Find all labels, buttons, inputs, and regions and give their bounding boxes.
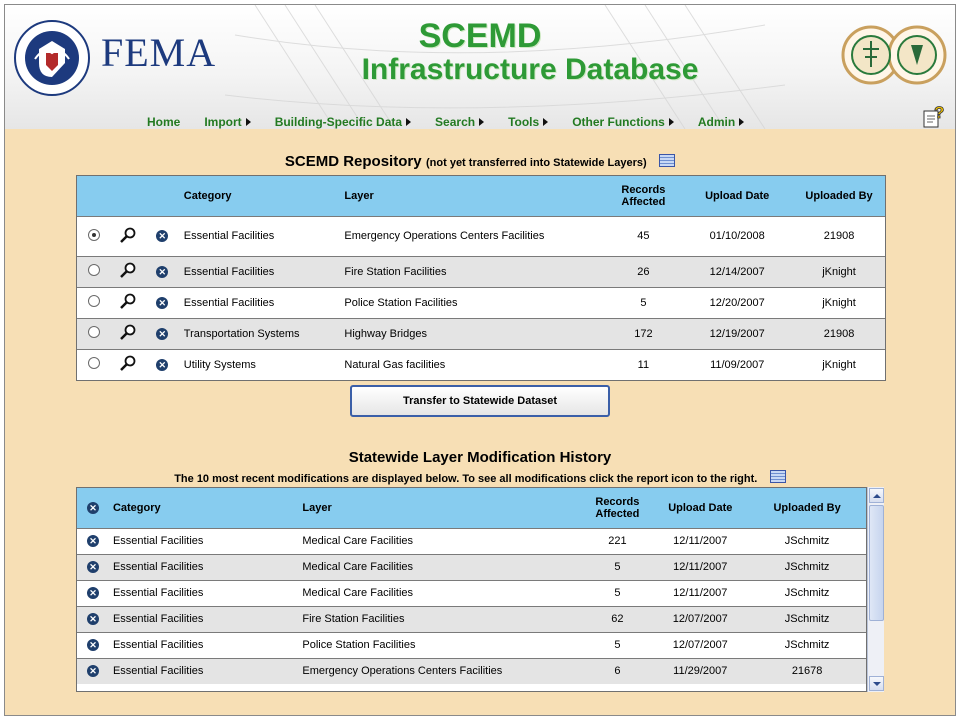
cell-uploaded-by: jKnight — [793, 256, 885, 287]
cell-records: 6 — [582, 658, 652, 684]
select-cell — [77, 256, 111, 287]
repository-title — [5, 153, 955, 171]
magnifier-icon[interactable] — [119, 269, 137, 281]
table-row — [77, 658, 866, 684]
cell-category: Essential Facilities — [109, 554, 298, 580]
magnifier-icon[interactable] — [119, 331, 137, 343]
submenu-arrow-icon — [543, 118, 548, 126]
column-header-layer: Layer — [298, 488, 582, 528]
cell-category: Essential Facilities — [180, 216, 341, 256]
nav-label: Tools — [508, 115, 540, 129]
delete-cell — [145, 287, 180, 318]
table-row — [77, 318, 885, 349]
cell-records: 5 — [582, 554, 652, 580]
cell-upload-date: 12/19/2007 — [681, 318, 793, 349]
nav-admin[interactable] — [698, 115, 744, 129]
delete-cell — [77, 632, 109, 658]
cell-layer: Medical Care Facilities — [298, 580, 582, 606]
magnifier-icon[interactable] — [119, 300, 137, 312]
nav-other-functions[interactable] — [572, 115, 674, 129]
history-title-text: Statewide Layer Modification History — [348, 449, 612, 466]
table-header-row — [77, 488, 866, 528]
cell-uploaded-by: JSchmitz — [748, 580, 866, 606]
column-header-upload-date: Upload Date — [681, 176, 793, 216]
nav-label: Home — [147, 115, 181, 129]
delete-cell — [77, 580, 109, 606]
view-cell — [111, 349, 145, 380]
history-subtitle-row — [5, 469, 955, 487]
delete-cell — [145, 256, 180, 287]
repository-title-text: SCEMD Repository — [284, 153, 422, 170]
table-row — [77, 287, 885, 318]
cell-category: Essential Facilities — [180, 287, 341, 318]
nav-label: Building-Specific Data — [274, 115, 403, 129]
cell-upload-date: 12/07/2007 — [652, 632, 748, 658]
table-row — [77, 528, 866, 554]
history-subtitle: The 10 most recent modifications are displayed below. To see all modifications click the report icon to the right. — [174, 473, 758, 485]
select-cell — [77, 349, 111, 380]
delete-cell — [145, 349, 180, 380]
svg-text:?: ? — [934, 103, 945, 122]
delete-icon[interactable]: ✕ — [156, 328, 168, 340]
cell-layer: Police Station Facilities — [298, 632, 582, 658]
app-title: SCEMD — [418, 17, 542, 55]
cell-layer: Natural Gas facilities — [340, 349, 605, 380]
report-icon[interactable] — [659, 154, 675, 167]
cell-records: 5 — [605, 287, 681, 318]
app-subtitle: Infrastructure Database — [361, 53, 699, 86]
table-row — [77, 632, 866, 658]
table-row — [77, 256, 885, 287]
cell-category: Essential Facilities — [109, 580, 298, 606]
row-select-radio[interactable] — [88, 295, 100, 307]
fema-wordmark: FEMA — [101, 30, 217, 75]
scroll-thumb[interactable] — [869, 505, 884, 621]
delete-icon[interactable]: ✕ — [87, 665, 99, 677]
cell-uploaded-by: 21908 — [793, 216, 885, 256]
help-question-icon[interactable] — [923, 103, 947, 129]
cell-upload-date: 12/07/2007 — [652, 606, 748, 632]
delete-icon[interactable]: ✕ — [87, 561, 99, 573]
cell-uploaded-by: jKnight — [793, 287, 885, 318]
nav-building-specific-data[interactable] — [275, 115, 411, 129]
main-nav — [147, 115, 768, 129]
cell-category: Essential Facilities — [109, 632, 298, 658]
history-scrollbar[interactable] — [867, 487, 884, 692]
nav-label: Search — [435, 115, 476, 129]
nav-label: Other Functions — [572, 115, 665, 129]
view-cell — [111, 318, 145, 349]
delete-icon[interactable]: ✕ — [87, 613, 99, 625]
chevron-down-icon — [873, 682, 881, 686]
cell-layer: Emergency Operations Centers Facilities — [340, 216, 605, 256]
column-header-records: Records Affected — [582, 488, 652, 528]
cell-category: Utility Systems — [180, 349, 341, 380]
cell-upload-date: 12/11/2007 — [652, 580, 748, 606]
nav-label: Admin — [697, 115, 736, 129]
cell-upload-date: 12/20/2007 — [681, 287, 793, 318]
cell-uploaded-by: 21908 — [793, 318, 885, 349]
delete-icon[interactable]: ✕ — [87, 535, 99, 547]
repository-table — [76, 175, 886, 381]
cell-layer: Medical Care Facilities — [298, 554, 582, 580]
nav-home[interactable] — [147, 115, 180, 129]
cell-records: 172 — [605, 318, 681, 349]
cell-upload-date: 11/09/2007 — [681, 349, 793, 380]
delete-icon[interactable]: ✕ — [156, 359, 168, 371]
cell-upload-date: 01/10/2008 — [681, 216, 793, 256]
repository-subtitle: (not yet transferred into Statewide Layers) — [426, 157, 647, 169]
cell-uploaded-by: 21678 — [748, 658, 866, 684]
delete-icon[interactable]: ✕ — [87, 587, 99, 599]
magnifier-icon[interactable] — [119, 234, 137, 246]
report-icon[interactable] — [770, 470, 786, 483]
scroll-down-button[interactable] — [869, 676, 884, 691]
transfer-to-statewide-button[interactable]: Transfer to Statewide Dataset — [350, 385, 610, 417]
view-cell — [111, 287, 145, 318]
table-row — [77, 349, 885, 380]
chevron-up-icon — [873, 494, 881, 498]
cell-category: Essential Facilities — [109, 528, 298, 554]
column-header-uploaded-by: Uploaded By — [748, 488, 866, 528]
south-carolina-seal-icon — [841, 9, 947, 101]
cell-records: 221 — [582, 528, 652, 554]
cell-category: Essential Facilities — [109, 606, 298, 632]
cell-uploaded-by: JSchmitz — [748, 554, 866, 580]
column-header-layer: Layer — [340, 176, 605, 216]
cell-uploaded-by: JSchmitz — [748, 632, 866, 658]
select-cell — [77, 216, 111, 256]
delete-icon: ✕ — [87, 502, 99, 514]
nav-search[interactable] — [435, 115, 484, 129]
column-header-category: Category — [109, 488, 298, 528]
cell-records: 26 — [605, 256, 681, 287]
delete-icon[interactable]: ✕ — [156, 266, 168, 278]
submenu-arrow-icon — [739, 118, 744, 126]
cell-category: Essential Facilities — [109, 658, 298, 684]
table-row — [77, 216, 885, 256]
nav-label: Import — [204, 115, 242, 129]
row-select-radio[interactable] — [88, 229, 100, 241]
cell-records: 5 — [582, 580, 652, 606]
scroll-up-button[interactable] — [869, 488, 884, 503]
cell-records: 11 — [605, 349, 681, 380]
row-select-radio[interactable] — [88, 264, 100, 276]
row-select-radio[interactable] — [88, 326, 100, 338]
nav-import[interactable] — [204, 115, 250, 129]
cell-layer: Police Station Facilities — [340, 287, 605, 318]
cell-layer: Fire Station Facilities — [298, 606, 582, 632]
history-title — [5, 449, 955, 467]
cell-upload-date: 11/29/2007 — [652, 658, 748, 684]
submenu-arrow-icon — [406, 118, 411, 126]
row-select-radio[interactable] — [88, 357, 100, 369]
cell-category: Transportation Systems — [180, 318, 341, 349]
delete-cell — [77, 528, 109, 554]
column-header-category: Category — [180, 176, 341, 216]
cell-layer: Fire Station Facilities — [340, 256, 605, 287]
delete-icon[interactable]: ✕ — [87, 639, 99, 651]
table-header-row — [77, 176, 885, 216]
cell-upload-date: 12/11/2007 — [652, 528, 748, 554]
delete-icon[interactable]: ✕ — [156, 230, 168, 242]
submenu-arrow-icon — [669, 118, 674, 126]
table-row — [77, 606, 866, 632]
magnifier-icon[interactable] — [119, 362, 137, 374]
delete-cell — [145, 318, 180, 349]
cell-layer: Emergency Operations Centers Facilities — [298, 658, 582, 684]
cell-category: Essential Facilities — [180, 256, 341, 287]
table-row — [77, 554, 866, 580]
nav-tools[interactable] — [508, 115, 548, 129]
delete-cell — [145, 216, 180, 256]
column-header-uploaded-by: Uploaded By — [793, 176, 885, 216]
column-header-records: Records Affected — [605, 176, 681, 216]
cell-upload-date: 12/14/2007 — [681, 256, 793, 287]
history-table — [76, 487, 867, 692]
view-cell — [111, 216, 145, 256]
page-frame — [4, 4, 956, 716]
select-cell — [77, 287, 111, 318]
submenu-arrow-icon — [479, 118, 484, 126]
select-cell — [77, 318, 111, 349]
delete-icon[interactable]: ✕ — [156, 297, 168, 309]
view-cell — [111, 256, 145, 287]
cell-layer: Medical Care Facilities — [298, 528, 582, 554]
delete-cell — [77, 554, 109, 580]
cell-layer: Highway Bridges — [340, 318, 605, 349]
header — [5, 5, 955, 129]
cell-uploaded-by: jKnight — [793, 349, 885, 380]
cell-records: 62 — [582, 606, 652, 632]
submenu-arrow-icon — [246, 118, 251, 126]
cell-records: 45 — [605, 216, 681, 256]
delete-cell — [77, 658, 109, 684]
cell-uploaded-by: JSchmitz — [748, 606, 866, 632]
cell-records: 5 — [582, 632, 652, 658]
column-header-upload-date: Upload Date — [652, 488, 748, 528]
delete-cell — [77, 606, 109, 632]
cell-upload-date: 12/11/2007 — [652, 554, 748, 580]
table-row — [77, 580, 866, 606]
cell-uploaded-by: JSchmitz — [748, 528, 866, 554]
